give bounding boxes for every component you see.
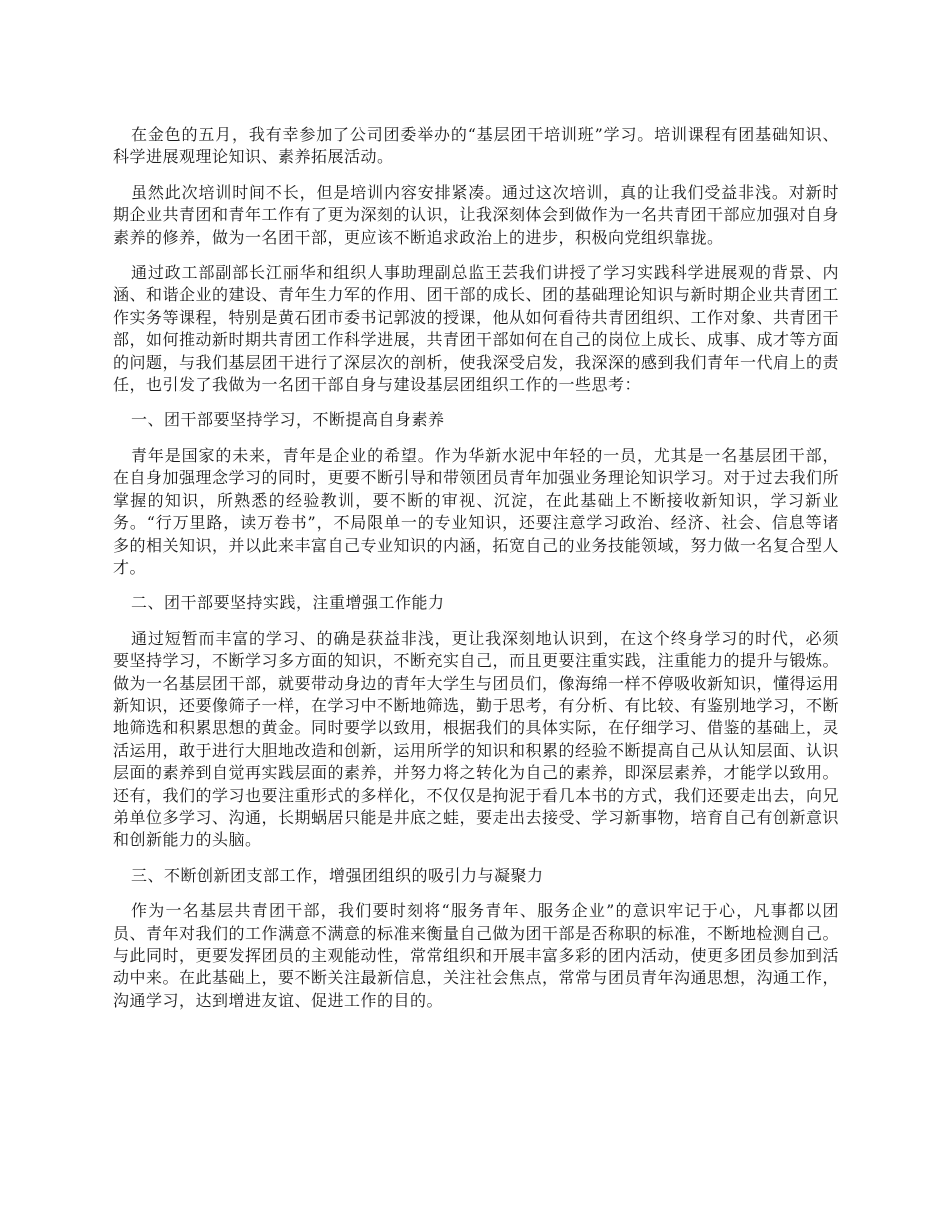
paragraph-section-3: 作为一名基层共青团干部，我们要时刻将“服务青年、服务企业”的意识牢记于心，凡事都以团员、青年对我们的工作满意不满意的标准来衡量自己做为团干部是否称职的标准，不断地检测自己。与此同时，更要发挥团员的主观能动性，常常组织和开展丰富多彩的团内活动，使更多团员参加到活动中来。在此基础上，要不断关注最新信息，关注社会焦点，常常与团员青年沟通思想，沟通工作，沟通学习，达到增进友谊、促进工作的目的。 <box>113 901 840 1010</box>
section-heading-1: 一、团干部要坚持学习，不断提高自身素养 <box>131 410 445 430</box>
paragraph-intro: 在金色的五月，我有幸参加了公司团委举办的“基层团干培训班”学习。培训课程有团基础知识、科学进展观理论知识、素养拓展活动。 <box>113 125 839 167</box>
paragraph-section-2: 通过短暂而丰富的学习、的确是获益非浅，更让我深刻地认识到，在这个终身学习的时代，必须要坚持学习，不断学习多方面的知识，不断充实自己，而且更要注重实践，注重能力的提升与锻炼。做为一名基层团干部，就要带动身边的青年大学生与团员们，像海绵一样不停吸收新知识，懂得运用新知识，还要像筛子一样，在学习中不断地筛选，勤于思考，有分析、有比较、有鉴别地学习，不断地筛选和积累思想的黄金。同时要学以致用，根据我们的具体实际，在仔细学习、借鉴的基础上，灵活运用，敢于进行大胆地改造和创新，运用所学的知识和积累的经验不断提高自己从认知层面、认识层面的素养到自觉再实践层面的素养，并努力将之转化为自己的素养，即深层素养，才能学以致用。还有，我们的学习也要注重形式的多样化，不仅仅是拘泥于看几本书的方式，我们还要走出去，向兄弟单位多学习、沟通，长期蜗居只能是井底之蛙，要走出去接受、学习新事物，培育自己有创新意识和创新能力的头脑。 <box>113 628 840 850</box>
paragraph-course-content: 通过政工部副部长江丽华和组织人事助理副总监王芸我们讲授了学习实践科学进展观的背景、内涵、和谐企业的建设、青年生力军的作用、团干部的成长、团的基础理论知识与新时期企业共青团工作实务等课程，特别是黄石团市委书记郭波的授课，他从如何看待共青团组织、工作对象、共青团干部，如何推动新时期共青团工作科学进展，共青团干部如何在自己的岗位上成长、成事、成才等方面的问题，与我们基层团干进行了深层次的剖析，使我深受启发，我深深的感到我们青年一代肩上的责任，也引发了我做为一名团干部自身与建设基层团组织工作的一些思考： <box>113 263 840 395</box>
paragraph-section-1: 青年是国家的未来，青年是企业的希望。作为华新水泥中年轻的一员，尤其是一名基层团干部，在自身加强理念学习的同时，更要不断引导和带领团员青年加强业务理论知识学习。对于过去我们所掌握的知识，所熟悉的经验教训，要不断的审视、沉淀，在此基础上不断接收新知识，学习新业务。“行万里路，读万卷书”，不局限单一的专业知识，还要注意学习政治、经济、社会、信息等诸多的相关知识，并以此来丰富自己专业知识的内涵，拓宽自己的业务技能领域，努力做一名复合型人才。 <box>113 445 840 577</box>
section-heading-3: 三、不断创新团支部工作，增强团组织的吸引力与凝聚力 <box>131 865 544 885</box>
paragraph-training-summary: 虽然此次培训时间不长，但是培训内容安排紧凑。通过这次培训，真的让我们受益非浅。对新时期企业共青团和青年工作有了更为深刻的认识，让我深刻体会到做作为一名共青团干部应加强对自身素养的修养，做为一名团干部，更应该不断追求政治上的进步，积极向党组织靠拢。 <box>113 182 840 247</box>
section-heading-2: 二、团干部要坚持实践，注重增强工作能力 <box>131 593 445 613</box>
document-body <box>113 124 839 1025</box>
